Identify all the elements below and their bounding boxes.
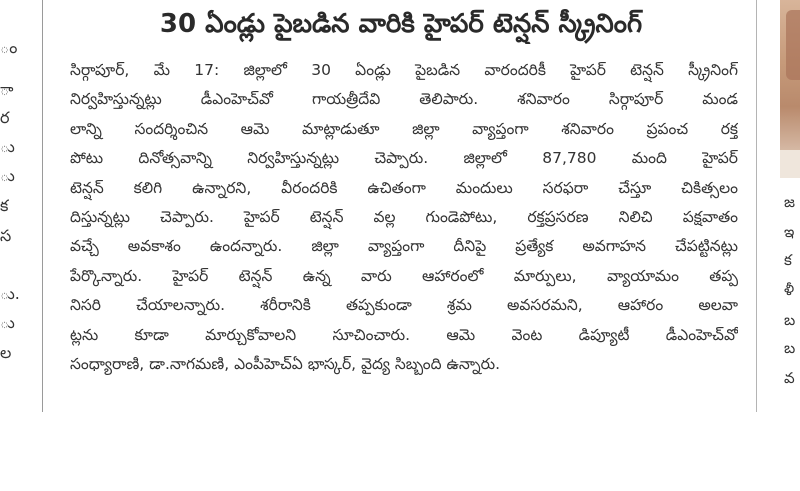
left-column-text: ు (0, 313, 15, 332)
article-headline: 30 ఏండ్లు పైబడిన వారికి హైపర్ టెన్షన్ స్క్రీనింగ్ (159, 9, 643, 39)
article-line: పేర్కొన్నారు. హైపర్ టెన్షన్ ఉన్న వారు ఆహారంలో మార్పులు, వ్యాయామం తప్ప (70, 266, 738, 285)
article-line: పోటు దినోత్సవాన్ని నిర్వహిస్తున్నట్లు చెప్పారు. జిల్లాలో 87,780 మంది హైపర్ (70, 149, 738, 168)
right-column-text: క (784, 251, 792, 269)
photo-shadow (786, 10, 800, 80)
left-column-text: స (0, 226, 12, 245)
left-column-text: క (0, 196, 9, 215)
right-column-text: జ (784, 193, 795, 211)
left-column-text: ు. (0, 284, 20, 303)
column-divider-right (756, 0, 757, 412)
right-column-fragment (784, 186, 800, 406)
right-column-text: బ (784, 311, 796, 329)
article-body (70, 56, 738, 379)
left-column-text: ల (0, 343, 12, 362)
article-line: ట్లను కూడా మార్చుకోవాలని సూచించారు. ఆమె వెంట డిప్యూటీ డీఎంహెచ్‌వో (70, 325, 738, 344)
left-column-fragment (0, 0, 42, 400)
article-line: సంధ్యారాణి, డా.నాగమణి, ఎంపీహెచ్ఏ భాస్కర్, వైద్య సిబ్బంది ఉన్నారు. (70, 354, 501, 373)
article-line: లాన్ని సందర్శించిన ఆమె మాట్లాడుతూ జిల్లా వ్యాప్తంగా శనివారం ప్రపంచ రక్త (70, 119, 738, 138)
article-line: దిస్తున్నట్లు చెప్పారు. హైపర్ టెన్షన్ వల్ల గుండెపోటు, రక్తప్రసరణ నిలిచి పక్షవాతం (70, 207, 738, 226)
article-line: నిర్వహిస్తున్నట్లు డీఎంహెచ్‌వో గాయత్రీదేవి తెలిపారు. శనివారం సిర్గాపూర్ మండ (70, 90, 738, 109)
article-line: సిర్గాపూర్, మే 17: జిల్లాలో 30 ఏండ్లు పైబడిన వారందరికీ హైపర్ టెన్షన్ స్క్రీనింగ్ (70, 61, 738, 79)
left-column-text: ు (0, 137, 15, 156)
left-column-text: ా (0, 80, 14, 99)
photo-fragment (780, 0, 800, 178)
right-column-text: బ (784, 339, 796, 357)
right-column-text: ఇ (784, 223, 795, 241)
article-line: నిసరి చేయాలన్నారు. శరీరానికి తప్పకుండా శ్రమ అవసరమని, ఆహారం అలవా (70, 296, 738, 315)
news-article (48, 0, 754, 412)
article-line: వచ్చే అవకాశం ఉందన్నారు. జిల్లా వ్యాప్తంగా దీనిపై ప్రత్యేక అవగాహన చేపట్టినట్లు (70, 237, 738, 256)
photo-background (780, 150, 800, 178)
column-divider-left (42, 0, 43, 412)
right-column-text: ళీ (784, 281, 795, 299)
left-column-text: ు (0, 166, 15, 185)
right-column-text: వ (784, 369, 795, 387)
left-column-text: ం (0, 38, 18, 57)
left-column-text: ర (0, 108, 10, 127)
article-line: టెన్షన్ కలిగి ఉన్నారని, వీరందరికి ఉచితంగా మందులు సరఫరా చేస్తూ చికిత్సలం (70, 178, 738, 197)
